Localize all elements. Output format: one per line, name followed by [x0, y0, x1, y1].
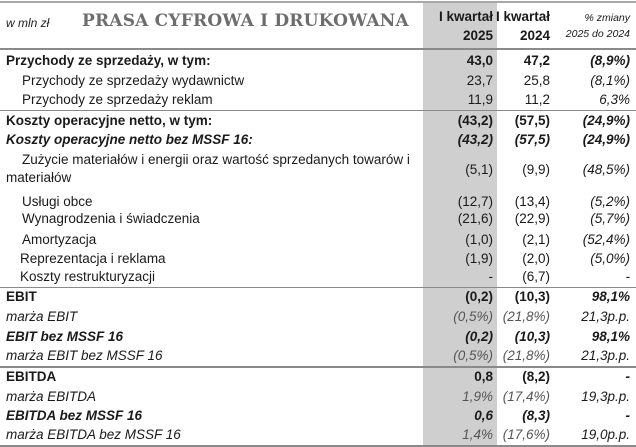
header-rule: [0, 48, 636, 50]
table-title: PRASA CYFROWA I DRUKOWANA: [82, 11, 409, 31]
top-rule: [0, 1, 636, 3]
unit-label: w mln zł: [6, 16, 50, 30]
table-row: Zużycie materiałów i energii oraz wartość sprzedanych towarów i materiałów (5,1) (9,9) (48,5%): [6, 152, 630, 185]
column-header-2024: I kwartał 2024: [495, 9, 550, 43]
column-header-2025: I kwartał 2025: [438, 9, 493, 43]
column-header-change: % zmiany 2025 do 2024: [565, 12, 630, 40]
